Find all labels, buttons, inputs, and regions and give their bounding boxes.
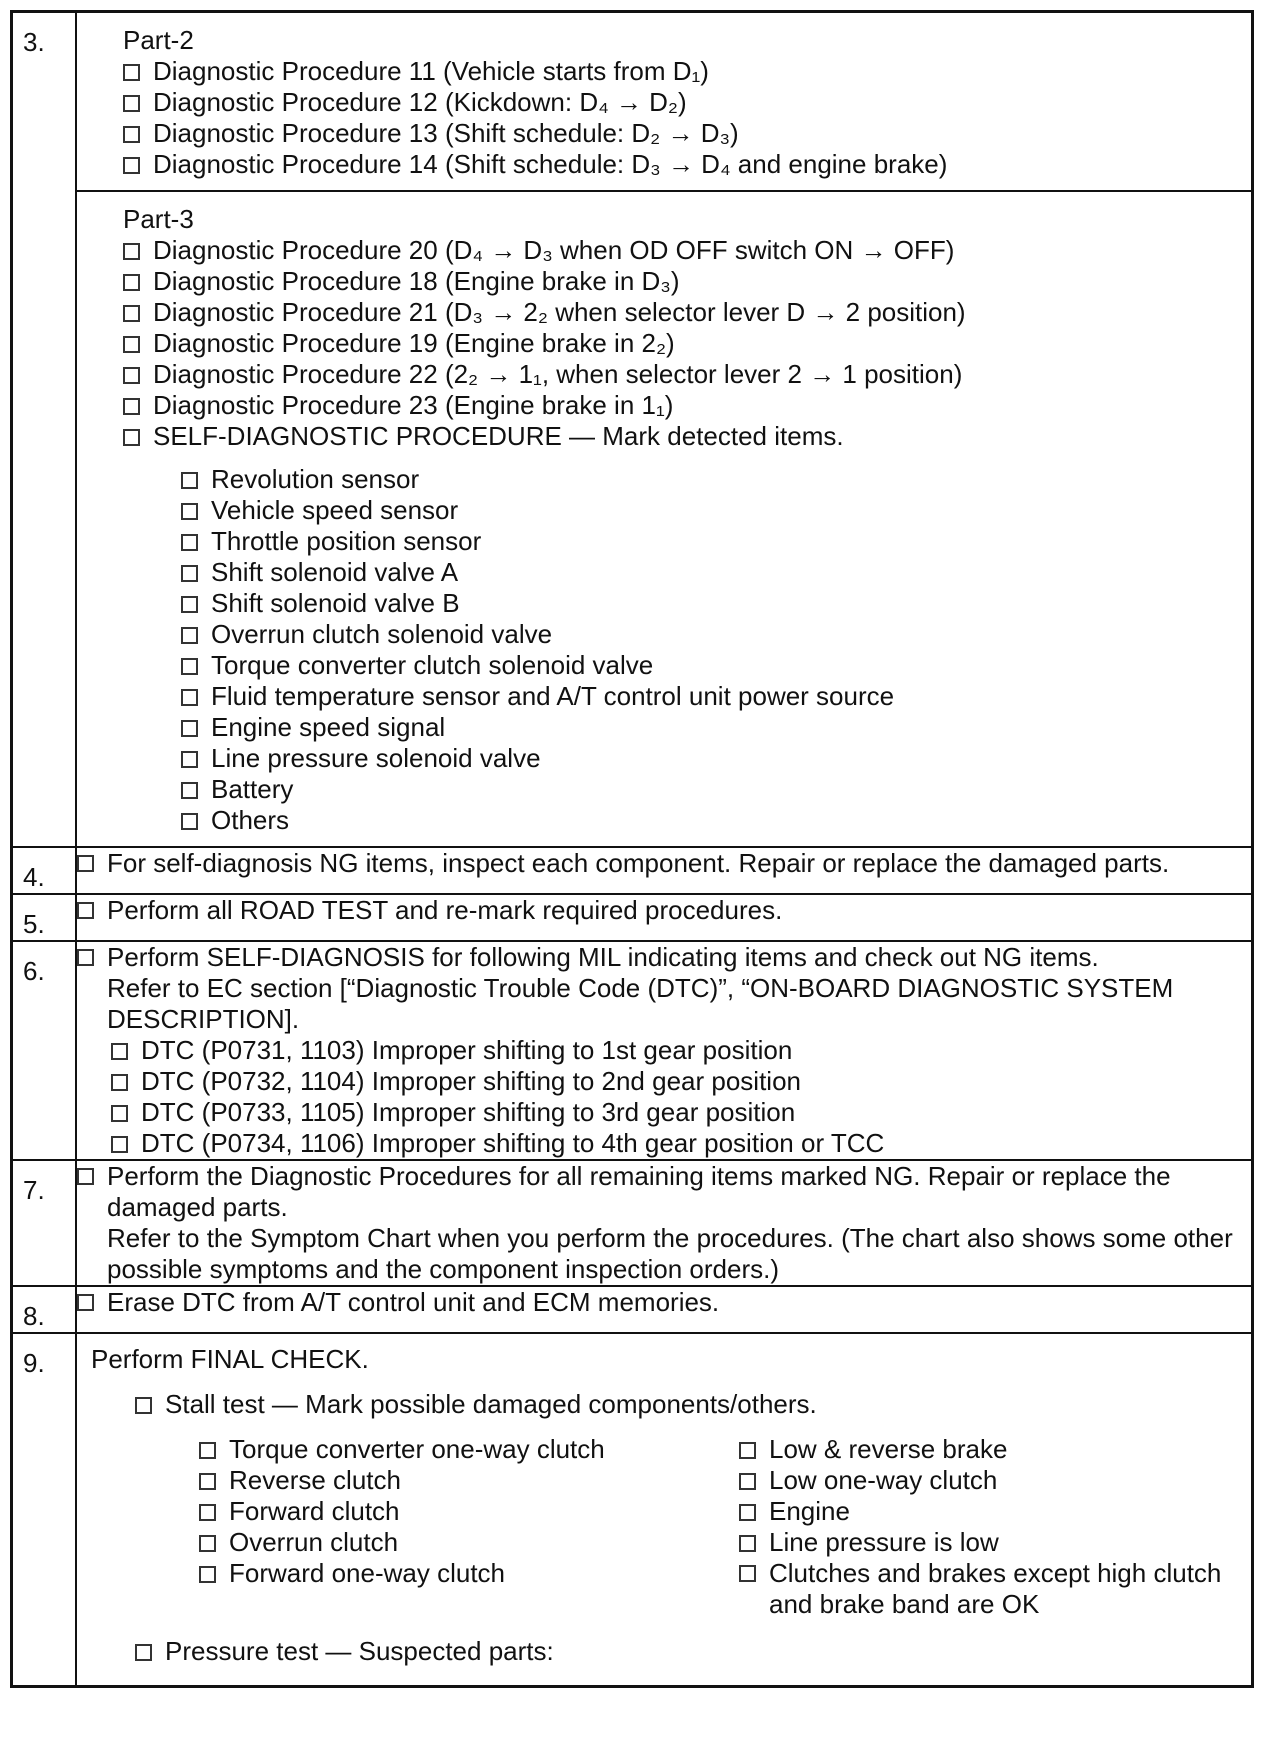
detected-item: Overrun clutch solenoid valve [211, 619, 553, 649]
checkbox[interactable] [123, 274, 140, 291]
checkbox[interactable] [181, 503, 198, 520]
dtc-list [107, 1035, 1251, 1159]
checkbox[interactable] [111, 1074, 128, 1091]
component-item: Low one-way clutch [769, 1465, 998, 1495]
step-text: For self-diagnosis NG items, inspect each component. Repair or replace the damaged parts. [107, 848, 1170, 878]
checkbox[interactable] [123, 398, 140, 415]
component-item: Low & reverse brake [769, 1434, 1008, 1464]
row-6 [12, 941, 1253, 1160]
procedure-item: Diagnostic Procedure 13 (Shift schedule: D₂ → D₃) [153, 118, 739, 148]
checkbox[interactable] [111, 1105, 128, 1122]
reference-text: Refer to EC section [“Diagnostic Trouble Code (DTC)”, “ON-BOARD DIAGNOSTIC SYSTEM DESCRIPTION]. [107, 973, 1174, 1034]
checkbox[interactable] [123, 367, 140, 384]
step-number: 9. [12, 1333, 77, 1687]
row-3 [12, 12, 1253, 848]
step-text: Perform SELF-DIAGNOSIS for following MIL indicating items and check out NG items. [107, 942, 1099, 972]
detected-items-list [123, 464, 1235, 836]
detected-item: Throttle position sensor [211, 526, 482, 556]
checkbox[interactable] [123, 305, 140, 322]
checkbox[interactable] [123, 336, 140, 353]
checkbox[interactable] [181, 813, 198, 830]
detected-item: Shift solenoid valve B [211, 588, 460, 618]
checkbox[interactable] [181, 472, 198, 489]
step-number: 8. [12, 1286, 77, 1333]
detected-item: Line pressure solenoid valve [211, 743, 541, 773]
detected-item: Battery [211, 774, 294, 804]
checkbox[interactable] [135, 1644, 152, 1661]
checkbox[interactable] [181, 751, 198, 768]
procedure-item: Diagnostic Procedure 14 (Shift schedule: D₃ → D₄ and engine brake) [153, 149, 948, 179]
self-diagnostic-item: SELF-DIAGNOSTIC PROCEDURE — Mark detected items. [153, 421, 844, 451]
procedure-item: Diagnostic Procedure 22 (2₂ → 1₁, when selector lever 2 → 1 position) [153, 359, 963, 389]
detected-item: Revolution sensor [211, 464, 420, 494]
final-check-title: Perform FINAL CHECK. [91, 1344, 369, 1374]
reference-text: Refer to the Symptom Chart when you perform the procedures. (The chart also shows some other possible symptoms and the component inspection orders.) [107, 1223, 1233, 1284]
part-2-title: Part-2 [123, 25, 194, 55]
checkbox[interactable] [739, 1565, 756, 1582]
step-text: Perform all ROAD TEST and re-mark required procedures. [107, 895, 783, 925]
checkbox[interactable] [135, 1397, 152, 1414]
component-item: Clutches and brakes except high clutch and brake band are OK [769, 1558, 1222, 1619]
checkbox[interactable] [181, 658, 198, 675]
step-number: 4. [12, 847, 77, 894]
checkbox[interactable] [181, 720, 198, 737]
checkbox[interactable] [123, 429, 140, 446]
procedure-item: Diagnostic Procedure 21 (D₃ → 2₂ when selector lever D → 2 position) [153, 297, 966, 327]
checkbox[interactable] [181, 534, 198, 551]
checkbox[interactable] [739, 1504, 756, 1521]
checkbox[interactable] [77, 1168, 94, 1185]
checkbox[interactable] [199, 1566, 216, 1583]
checkbox[interactable] [123, 64, 140, 81]
procedure-item: Diagnostic Procedure 23 (Engine brake in 1₁) [153, 390, 674, 420]
checkbox[interactable] [111, 1043, 128, 1060]
component-item: Forward clutch [229, 1496, 400, 1526]
checkbox[interactable] [181, 565, 198, 582]
final-check-table [10, 10, 1254, 1688]
dtc-item: DTC (P0733, 1105) Improper shifting to 3rd gear position [141, 1097, 796, 1127]
procedure-item: Diagnostic Procedure 20 (D₄ → D₃ when OD OFF switch ON → OFF) [153, 235, 955, 265]
checkbox[interactable] [77, 949, 94, 966]
row-9 [12, 1333, 1253, 1687]
part-3-section [77, 190, 1251, 846]
detected-item: Engine speed signal [211, 712, 446, 742]
component-item: Engine [769, 1496, 850, 1526]
detected-item: Torque converter clutch solenoid valve [211, 650, 654, 680]
checkbox[interactable] [739, 1442, 756, 1459]
checkbox[interactable] [181, 596, 198, 613]
detected-item: Fluid temperature sensor and A/T control unit power source [211, 681, 895, 711]
component-item: Overrun clutch [229, 1527, 399, 1557]
checkbox[interactable] [199, 1473, 216, 1490]
step-number: 3. [12, 12, 77, 848]
stall-components-left [199, 1434, 739, 1620]
checkbox[interactable] [181, 627, 198, 644]
pressure-test-item: Pressure test — Suspected parts: [165, 1636, 554, 1666]
detected-item: Others [211, 805, 290, 835]
checkbox[interactable] [739, 1535, 756, 1552]
dtc-item: DTC (P0734, 1106) Improper shifting to 4th gear position or TCC [141, 1128, 885, 1158]
procedure-item: Diagnostic Procedure 11 (Vehicle starts from D₁) [153, 56, 709, 86]
checkbox[interactable] [111, 1136, 128, 1153]
row-4 [12, 847, 1253, 894]
step-number: 5. [12, 894, 77, 941]
step-number: 7. [12, 1160, 77, 1286]
procedure-item: Diagnostic Procedure 12 (Kickdown: D₄ → D₂) [153, 87, 687, 117]
component-item: Torque converter one-way clutch [229, 1434, 605, 1464]
checkbox[interactable] [181, 782, 198, 799]
detected-item: Shift solenoid valve A [211, 557, 459, 587]
part-2-section [77, 13, 1251, 190]
checkbox[interactable] [199, 1442, 216, 1459]
checkbox[interactable] [77, 1294, 94, 1311]
step-number: 6. [12, 941, 77, 1160]
procedure-item: Diagnostic Procedure 18 (Engine brake in D₃) [153, 266, 680, 296]
checkbox[interactable] [123, 95, 140, 112]
step-text: Erase DTC from A/T control unit and ECM memories. [107, 1287, 720, 1317]
row-5 [12, 894, 1253, 941]
step-text: Perform the Diagnostic Procedures for all remaining items marked NG. Repair or replace the damaged parts. [107, 1161, 1171, 1222]
checkbox[interactable] [77, 855, 94, 872]
checkbox[interactable] [123, 126, 140, 143]
checkbox[interactable] [739, 1473, 756, 1490]
checkbox[interactable] [77, 902, 94, 919]
checkbox[interactable] [123, 157, 140, 174]
component-item: Reverse clutch [229, 1465, 401, 1495]
stall-test-item: Stall test — Mark possible damaged components/others. [165, 1389, 817, 1419]
stall-components-right [739, 1434, 1235, 1620]
checkbox[interactable] [123, 243, 140, 260]
row-7 [12, 1160, 1253, 1286]
dtc-item: DTC (P0731, 1103) Improper shifting to 1st gear position [141, 1035, 793, 1065]
detected-item: Vehicle speed sensor [211, 495, 459, 525]
checkbox[interactable] [199, 1535, 216, 1552]
checkbox[interactable] [199, 1504, 216, 1521]
component-item: Line pressure is low [769, 1527, 999, 1557]
procedure-item: Diagnostic Procedure 19 (Engine brake in 2₂) [153, 328, 675, 358]
component-item: Forward one-way clutch [229, 1558, 505, 1588]
part-3-title: Part-3 [123, 204, 194, 234]
checkbox[interactable] [181, 689, 198, 706]
row-8 [12, 1286, 1253, 1333]
dtc-item: DTC (P0732, 1104) Improper shifting to 2nd gear position [141, 1066, 801, 1096]
stall-components [91, 1434, 1235, 1620]
